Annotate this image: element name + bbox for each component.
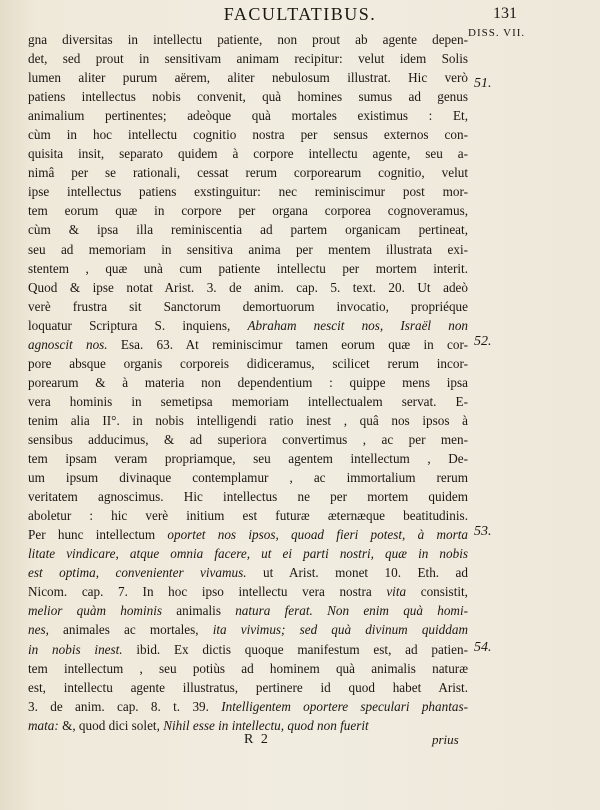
- text-line: [28, 544, 468, 563]
- text-span: gna diversitas in intellectu patiente, non prout ab agente depen-: [28, 32, 468, 47]
- catchword: prius: [432, 732, 459, 747]
- italic-span: litate vindicare, atque omnia facere, ut ei parti nostri, quæ in nobis: [28, 546, 468, 562]
- text-line: [28, 487, 468, 506]
- text-span: seu ad memoriam in sensitiva anima per mentem illustrata exi-: [28, 241, 468, 257]
- text-line: [28, 201, 468, 220]
- text-line: [28, 30, 468, 49]
- text-span: det, sed prout in sensitivam animam recipitur: velut idem Solis: [28, 51, 468, 67]
- text-line: [28, 601, 468, 620]
- text-line: [28, 392, 468, 411]
- text-line: [28, 373, 468, 392]
- text-span: ibid. Ex dictis quoque manifestum est, ad patien-: [122, 641, 468, 657]
- italic-span: agnoscit nos.: [28, 336, 108, 352]
- text-line: [28, 411, 468, 430]
- text-line: [28, 316, 468, 335]
- text-span: veritatem agnoscimus. Hic intellectus ne per mortem quidem: [28, 489, 468, 505]
- text-line: [28, 563, 468, 582]
- text-span: &, quod dici solet,: [58, 717, 164, 733]
- italic-span: nes,: [28, 622, 49, 638]
- running-title: FACULTATIBUS.: [223, 4, 377, 24]
- text-span: Nicom. cap. 7. In hoc ipso intellectu vera nostra: [28, 584, 387, 600]
- italic-span: in nobis inest.: [28, 641, 123, 657]
- section-label: DISS. VII.: [468, 27, 526, 39]
- text-line: [28, 259, 468, 278]
- text-line: [28, 182, 468, 201]
- text-line: [28, 354, 468, 373]
- text-span: tem eorum quæ in corpore per organa corporea cognoveramus,: [28, 203, 468, 219]
- text-line: [28, 525, 468, 544]
- page-number: 131: [493, 5, 517, 22]
- text-span: ipse intellectus patiens exstinguitur: nec reminiscimur post mor-: [28, 184, 468, 200]
- signature-mark: R 2: [244, 732, 270, 747]
- text-span: cùm & ipsa illa reminiscentia ad partem organicam pertineat,: [28, 222, 468, 238]
- text-span: animalis: [162, 603, 236, 619]
- text-span: animales ac mortales,: [48, 622, 213, 638]
- text-line: [28, 125, 468, 144]
- text-span: Per hunc intellectum: [28, 527, 168, 543]
- text-span: tem ipsam veram propriamque, seu agentem intellectum , De-: [28, 451, 468, 467]
- text-line: [28, 430, 468, 449]
- text-line: [28, 335, 468, 354]
- italic-span: oportet nos ipsos, quoad fieri potest, à morta: [167, 527, 468, 543]
- text-span: animalium pertinentes; adeòque quà mortales existimus : Et,: [28, 108, 468, 124]
- text-line: [28, 620, 468, 639]
- text-line: [28, 163, 468, 182]
- text-line: [28, 582, 468, 601]
- text-span: porearum & à materia non dependentium : quippe mens ipsa: [28, 374, 468, 390]
- text-line: [28, 468, 468, 487]
- text-line: [28, 659, 468, 678]
- italic-span: Intelligentem oportere speculari phantas-: [221, 698, 468, 714]
- text-span: verè frustra sit Sanctorum demortuorum invocatio, propriéque: [28, 298, 468, 314]
- italic-span: Abraham nescit nos, Israël non: [247, 317, 468, 333]
- italic-span: vita: [386, 584, 407, 600]
- text-line: [28, 506, 468, 525]
- text-span: loquatur Scriptura S. inquiens,: [28, 317, 248, 333]
- body-text: [28, 30, 468, 735]
- italic-span: mata:: [28, 717, 59, 733]
- text-span: Esa. 63. At reminiscimur tamen eorum quæ in cor-: [107, 336, 468, 352]
- text-line: [28, 278, 468, 297]
- italic-span: est optima, convenienter vivamus.: [28, 565, 247, 581]
- text-line: [28, 87, 468, 106]
- text-line: [28, 697, 468, 716]
- text-line: [28, 678, 468, 697]
- text-line: [28, 449, 468, 468]
- text-span: est, intellectu agente illustratus, pertinere id quod habet Arist.: [28, 679, 468, 695]
- text-line: [28, 68, 468, 87]
- margin-number: 52.: [474, 334, 492, 349]
- text-span: um ipsum divinaque contemplamur , ac immortalium rerum: [28, 470, 468, 486]
- text-span: stentem , quæ unà cum patiente intellectu per mortem interit.: [28, 260, 468, 276]
- text-span: consistit,: [406, 584, 468, 600]
- italic-span: Nihil esse in intellectu, quod non fuerit: [163, 717, 369, 733]
- text-span: aboletur : hic verè initium est futuræ æternæque beatitudinis.: [28, 508, 468, 524]
- italic-span: melior quàm hominis: [28, 603, 163, 619]
- text-span: patiens intellectus nobis convenit, quà homines sumus ad genus: [28, 89, 468, 105]
- margin-number: 51.: [474, 76, 492, 91]
- text-span: 3. de anim. cap. 8. t. 39.: [28, 698, 222, 714]
- text-span: tenim alia II°. in nobis intelligendi ratio inest , quâ nos ipsos à: [28, 412, 468, 428]
- text-span: vera hominis in semetipsa memoriam intellectualem servat. E-: [28, 393, 468, 409]
- text-span: quisita insit, separato quidem à corpore intellectu agente, seu a-: [28, 146, 468, 162]
- text-span: sensibus adducimus, & ad superiora convertimus , ac per men-: [28, 431, 468, 447]
- text-line: [28, 49, 468, 68]
- text-line: [28, 297, 468, 316]
- text-line: [28, 106, 468, 125]
- text-span: ut Arist. monet 10. Eth. ad: [246, 565, 468, 581]
- italic-span: ita vivimus; sed quà divinum quiddam: [212, 622, 468, 638]
- italic-span: natura ferat. Non enim quà homi-: [235, 603, 468, 619]
- text-span: nimâ per se rationali, cessat rerum corporearum cognitio, velut: [28, 165, 468, 181]
- text-line: [28, 220, 468, 239]
- text-line: [28, 240, 468, 259]
- margin-number: 53.: [474, 524, 492, 539]
- text-line: [28, 640, 468, 659]
- text-line: [28, 144, 468, 163]
- text-span: lumen aliter purum aërem, aliter nebulosum illustrat. Hic verò: [28, 70, 468, 86]
- text-span: tem intellectum , seu potiùs ad hominem quà animalis naturæ: [28, 660, 468, 676]
- text-span: cùm in hoc intellectu cognitio nostra per sensus externos con-: [28, 127, 468, 143]
- text-span: pore absque organis corporeis didiceramus, scilicet rerum incor-: [28, 355, 468, 371]
- text-span: Quod & ipse notat Arist. 3. de anim. cap. 5. text. 20. Ut adeò: [28, 279, 468, 295]
- margin-number: 54.: [474, 640, 492, 655]
